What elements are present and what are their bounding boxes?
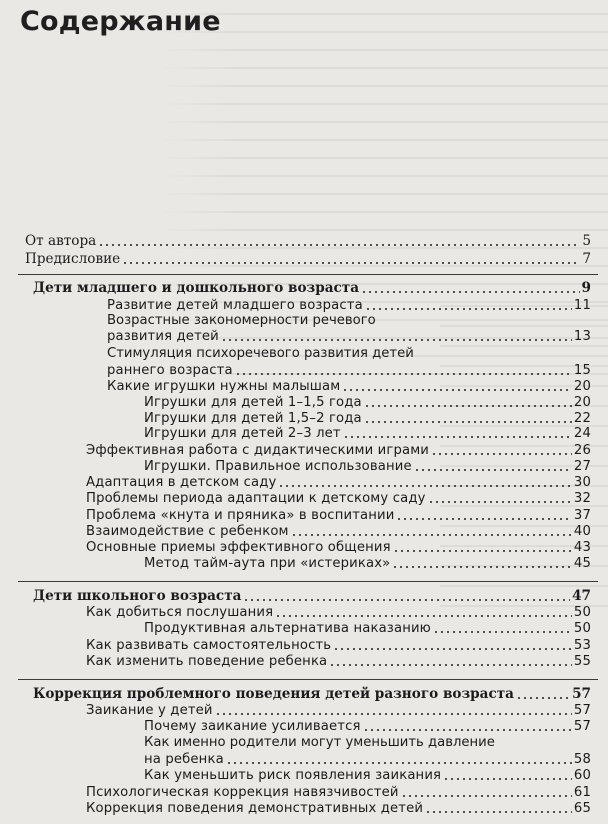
toc-entry[interactable]: Предисловие 7	[25, 251, 591, 267]
toc-entry[interactable]: Коррекция поведения демонстративных детей 65	[86, 801, 591, 816]
page-number: 50	[573, 621, 591, 636]
page-number: 30	[573, 475, 591, 490]
toc-entry[interactable]: Как изменить поведение ребенка 55	[86, 654, 591, 669]
leader-dots	[226, 762, 572, 764]
leader-dots	[122, 262, 580, 264]
toc-entry[interactable]: Заикание у детей 57	[86, 703, 591, 718]
toc-entry[interactable]: Как развивать самостоятельность 53	[86, 638, 591, 653]
toc-entry[interactable]: Проблема «кнута и пряника» в воспитании 37	[86, 508, 591, 523]
toc-entry[interactable]: Игрушки для детей 1,5–2 года 22	[144, 411, 591, 426]
toc-entry[interactable]: Игрушки для детей 2–3 лет 24	[144, 426, 591, 441]
page-number: 40	[573, 524, 591, 539]
page-number: 7	[582, 251, 591, 267]
toc-section-heading[interactable]: Коррекция проблемного поведения детей разного возраста 57	[33, 686, 591, 702]
leader-dots	[392, 566, 572, 568]
leader-dots	[343, 436, 572, 438]
toc-entry[interactable]: Как именно родители могут уменьшить давление	[144, 735, 495, 750]
page-number: 60	[573, 768, 591, 783]
page-number: 47	[572, 588, 591, 604]
toc-entry[interactable]: Адаптация в детском саду 30	[86, 475, 591, 490]
toc-entry-continuation[interactable]: развития детей 13	[107, 329, 591, 344]
leader-dots	[275, 615, 572, 617]
page-number: 9	[581, 280, 591, 296]
page-number: 32	[573, 491, 591, 506]
leader-dots	[414, 469, 572, 471]
section-divider	[18, 679, 598, 680]
leader-dots	[221, 339, 572, 341]
toc-entry[interactable]: Игрушки для детей 1–1,5 года 20	[144, 395, 591, 410]
leader-dots	[361, 291, 580, 293]
leader-dots	[431, 453, 572, 455]
leader-dots	[443, 778, 572, 780]
leader-dots	[291, 534, 572, 536]
page-number: 24	[573, 426, 591, 441]
page-number: 15	[573, 363, 591, 378]
page-number: 65	[573, 801, 591, 816]
toc-entry[interactable]: Стимуляция психоречевого развития детей	[107, 346, 414, 361]
toc-section-heading[interactable]: Дети младшего и дошкольного возраста 9	[33, 280, 591, 296]
leader-dots	[215, 713, 572, 715]
toc-section-heading[interactable]: Дети школьного возраста 47	[33, 588, 591, 604]
leader-dots	[516, 697, 570, 699]
leader-dots	[342, 389, 572, 391]
toc-entry-continuation[interactable]: на ребенка 58	[144, 752, 591, 767]
page-number: 53	[573, 638, 591, 653]
leader-dots	[428, 501, 572, 503]
page-number: 57	[573, 719, 591, 734]
toc-entry[interactable]: От автора 5	[25, 233, 591, 249]
page-number: 50	[573, 605, 591, 620]
toc-entry[interactable]: Игрушки. Правильное использование 27	[144, 459, 591, 474]
leader-dots	[364, 421, 572, 423]
toc-entry[interactable]: Развитие детей младшего возраста 11	[107, 298, 591, 313]
leader-dots	[329, 664, 572, 666]
leader-dots	[235, 373, 572, 375]
toc-entry[interactable]: Какие игрушки нужны малышам 20	[107, 379, 591, 394]
toc-entry[interactable]: Продуктивная альтернатива наказанию 50	[144, 621, 591, 636]
page-number: 20	[573, 379, 591, 394]
page-number: 37	[573, 508, 591, 523]
toc-entry[interactable]: Почему заикание усиливается 57	[144, 719, 591, 734]
page-number: 5	[582, 233, 591, 249]
section-divider	[18, 274, 598, 275]
leader-dots	[278, 485, 571, 487]
toc-entry[interactable]: Возрастные закономерности речевого	[107, 313, 376, 328]
toc-entry[interactable]: Как добиться послушания 50	[86, 605, 591, 620]
leader-dots	[333, 648, 572, 650]
page-number: 43	[573, 540, 591, 555]
leader-dots	[98, 244, 580, 246]
leader-dots	[396, 518, 571, 520]
page-number: 57	[573, 703, 591, 718]
leader-dots	[401, 795, 572, 797]
section-divider	[18, 581, 598, 582]
toc-entry[interactable]: Основные приемы эффективного общения 43	[86, 540, 591, 555]
page-number: 11	[573, 298, 591, 313]
page-number: 27	[573, 459, 591, 474]
page-number: 55	[573, 654, 591, 669]
page-number: 26	[573, 443, 591, 458]
leader-dots	[365, 308, 572, 310]
toc-entry[interactable]: Психологическая коррекция навязчивостей 61	[86, 785, 591, 800]
toc-entry[interactable]: Эффективная работа с дидактическими играми 26	[86, 443, 591, 458]
page-number: 20	[573, 395, 591, 410]
toc-entry[interactable]: Как уменьшить риск появления заикания 60	[144, 768, 591, 783]
page-number: 13	[573, 329, 591, 344]
page-number: 45	[573, 556, 591, 571]
page-number: 22	[573, 411, 591, 426]
page-title: Содержание	[20, 6, 221, 37]
page-number: 57	[572, 686, 591, 702]
toc-entry[interactable]: Проблемы периода адаптации к детскому саду 32	[86, 491, 591, 506]
toc-entry[interactable]: Метод тайм-аута при «истериках» 45	[144, 556, 591, 571]
page-number: 61	[573, 785, 591, 800]
leader-dots	[433, 631, 572, 633]
leader-dots	[363, 729, 572, 731]
toc-entry[interactable]: Взаимодействие с ребенком 40	[86, 524, 591, 539]
leader-dots	[393, 550, 572, 552]
toc-entry-continuation[interactable]: раннего возраста 15	[107, 363, 591, 378]
leader-dots	[243, 599, 570, 601]
leader-dots	[364, 405, 572, 407]
page-number: 58	[573, 752, 591, 767]
leader-dots	[425, 811, 572, 813]
